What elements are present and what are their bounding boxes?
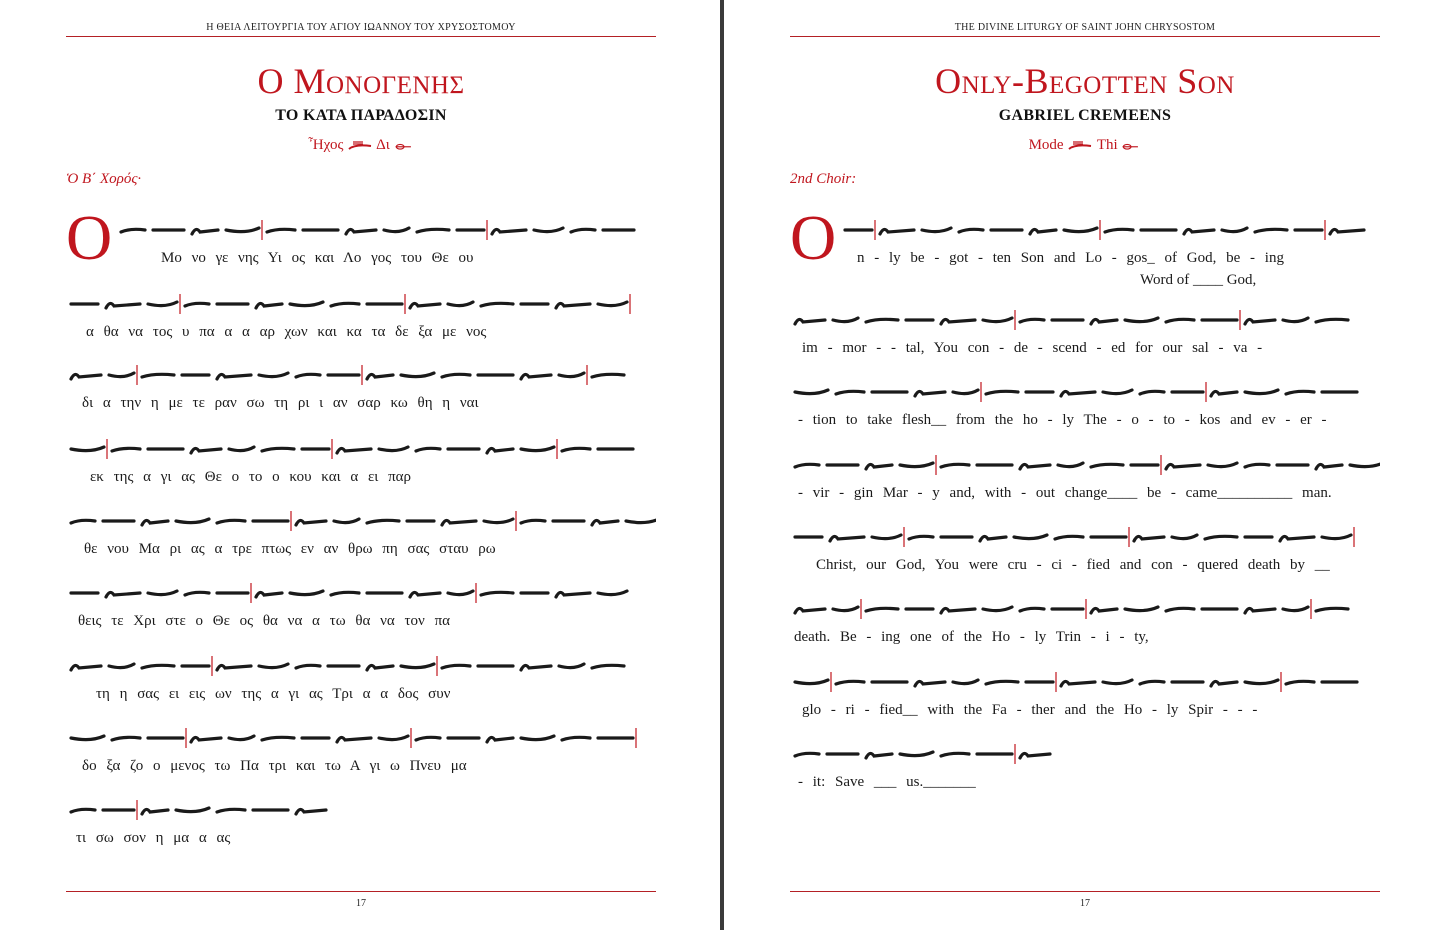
music-system xyxy=(790,443,1380,515)
mode-martyria-icon xyxy=(394,140,414,152)
header-rule xyxy=(790,36,1380,37)
left-page xyxy=(0,0,720,930)
page-title: Only-Begotten Son xyxy=(935,61,1235,101)
mode-martyria-icon xyxy=(1121,140,1141,152)
music-system xyxy=(790,515,1380,587)
header-rule xyxy=(66,36,656,37)
page-subtitle: GABRIEL CREMEENS xyxy=(998,107,1172,124)
lyric-line: Christ, our God, You were cru - ci - fied and con - quered death by __ xyxy=(816,557,1330,573)
neume-row xyxy=(66,282,656,324)
lyric-line: Μο νο γε νης Υι ος και Λο γος του Θε ου xyxy=(161,250,474,266)
neume-row xyxy=(790,587,1380,629)
running-head: THE DIVINE LITURGY OF SAINT JOHN CHRYSOSTOM xyxy=(954,22,1216,33)
lyric-line: n - ly be - got - ten Son and Lo - gos_ of God, be - ing xyxy=(857,250,1284,266)
music-system xyxy=(66,427,656,499)
lyric-line: - tion to take flesh__ from the ho - ly The - o - to - kos and ev - er - xyxy=(798,412,1327,428)
choir-label: Ὁ Β΄ Χορός· xyxy=(66,171,142,187)
neume-row xyxy=(790,515,1380,557)
footer-rule xyxy=(66,891,656,892)
lyric-line: death. Be - ing one of the Ho - ly Trin - i - ty, xyxy=(794,629,1149,645)
music-system xyxy=(66,499,656,571)
music-system xyxy=(66,788,656,860)
neume-row xyxy=(790,732,1380,774)
lyric-line: α θα να τος υ πα α α αρ χων και κα τα δε ξα με νος xyxy=(86,324,487,340)
lyric-line: glo - ri - fied__ with the Fa - ther and the Ho - ly Spir - - - xyxy=(802,702,1258,718)
neume-row xyxy=(790,443,1380,485)
running-head: Η ΘΕΙΑ ΛΕΙΤΟΥΡΓΙΑ ΤΟΥ ΑΓΙΟΥ ΙΩΑΝΝΟΥ ΤΟΥ ΧΡΥΣΟΣΤΟΜΟΥ xyxy=(206,22,516,33)
mode-suffix: Thi xyxy=(1096,137,1118,153)
choir-label: 2nd Choir: xyxy=(790,171,857,187)
mode-signature-icon xyxy=(1067,140,1093,152)
music-system xyxy=(66,716,656,788)
lyric-line: - vir - gin Mar - y and, with - out change____ be - came__________ man. xyxy=(798,485,1332,501)
music-system xyxy=(790,370,1380,442)
neume-row xyxy=(66,716,656,758)
neume-row xyxy=(790,660,1380,702)
music-system xyxy=(66,202,656,280)
neume-row xyxy=(66,499,656,541)
mode-line xyxy=(66,137,656,154)
mode-suffix: Δι xyxy=(376,137,390,153)
neume-row xyxy=(66,644,656,686)
neume-row xyxy=(66,427,656,469)
neume-row xyxy=(790,370,1380,412)
neume-row xyxy=(66,353,656,395)
lyric-line: θεις τε Χρι στε ο Θε ος θα να α τω θα να τον πα xyxy=(78,613,450,629)
page-number: 17 xyxy=(1080,898,1090,909)
page-number: 17 xyxy=(356,898,366,909)
music-system xyxy=(790,732,1380,804)
drop-cap: O xyxy=(790,202,837,273)
music-system xyxy=(790,587,1380,659)
neume-row xyxy=(66,208,656,250)
lyric-line: δο ξα ζο ο μενος τω Πα τρι και τω Α γι ω Πνευ μα xyxy=(82,758,467,774)
lyric-line: εκ της α γι ας Θε ο το ο κου και α ει παρ xyxy=(90,469,411,485)
neume-row xyxy=(790,208,1380,250)
lyric-line: τι σω σον η μα α ας xyxy=(76,830,231,846)
mode-prefix: Mode xyxy=(1028,137,1064,153)
page-title: Ο Μονογενης xyxy=(257,61,465,101)
mode-signature-icon xyxy=(347,140,373,152)
lyric-line: δι α την η με τε ραν σω τη ρι ι αν σαρ κω θη η ναι xyxy=(82,395,479,411)
mode-line xyxy=(790,137,1380,154)
lyric-line: - it: Save ___ us._______ xyxy=(798,774,976,790)
lyric-line: τη η σας ει εις ων της α γι ας Τρι α α δος συν xyxy=(96,686,451,702)
music-system xyxy=(790,202,1380,288)
music-system xyxy=(66,282,656,354)
music-system xyxy=(66,644,656,716)
lyric-line-alt: Word of ____ God, xyxy=(1140,272,1257,288)
lyric-line: θε νου Μα ρι ας α τρε πτως εν αν θρω πη σας σταυ ρω xyxy=(84,541,496,557)
music-system xyxy=(66,571,656,643)
footer-rule xyxy=(790,891,1380,892)
music-system xyxy=(790,660,1380,732)
neume-row xyxy=(790,298,1380,340)
neume-row xyxy=(66,571,656,613)
drop-cap: Ο xyxy=(66,202,113,273)
right-page xyxy=(724,0,1445,930)
music-system xyxy=(66,353,656,425)
lyric-line: im - mor - - tal, You con - de - scend - ed for our sal - va - xyxy=(802,340,1263,356)
neume-row xyxy=(66,788,656,830)
music-system xyxy=(790,298,1380,370)
page-subtitle: ΤΟ ΚΑΤΑ ΠΑΡΑΔΟΣΙΝ xyxy=(275,107,447,124)
mode-prefix: Ἦχος xyxy=(308,137,344,153)
